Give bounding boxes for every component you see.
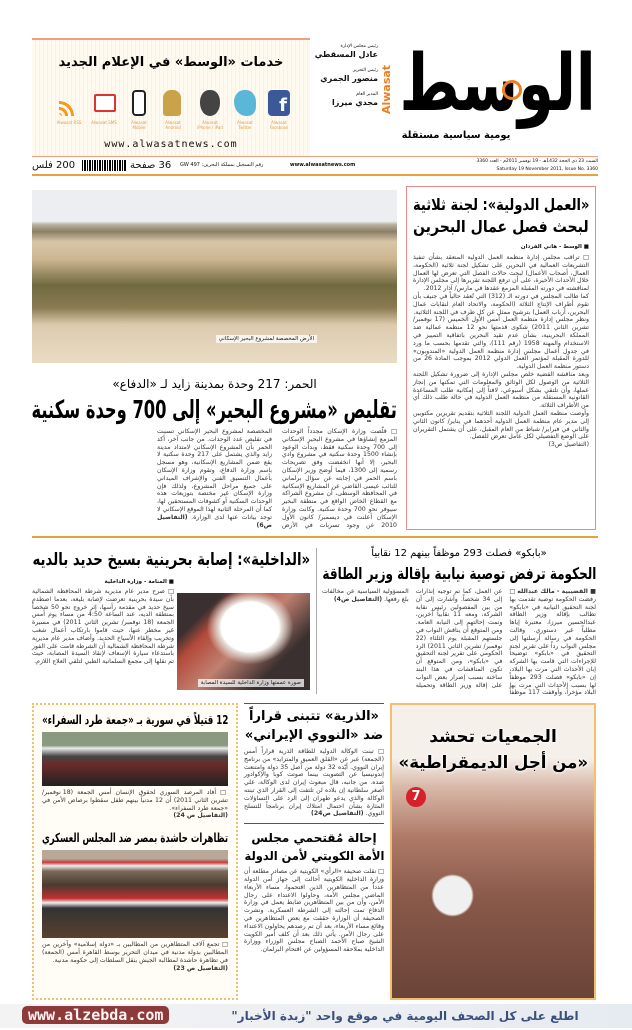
barcode	[82, 160, 126, 171]
services-ad	[32, 38, 310, 156]
syria-headline[interactable]: 12 قتيلاً في سورية بـ «جمعة طرد السفراء»	[41, 711, 229, 727]
details-link[interactable]: (التفاصيل ص24)	[311, 810, 364, 818]
egypt-protest-photo	[42, 850, 228, 938]
editor-role: رئيس مجلس الإدارة	[340, 44, 378, 49]
byline: ■ المنامة - وزارة الداخلية	[104, 579, 174, 585]
societies-headline[interactable]: «من أجل الديمقراطية»	[398, 753, 588, 773]
service-label: Alwasat Android	[165, 120, 181, 130]
iaea-headline[interactable]: «الذرية» تتبنى قراراً	[249, 709, 379, 724]
editor-role: المدير العام	[356, 92, 378, 97]
syria-protest-photo	[42, 732, 228, 786]
interior-body: □ صرح مدير عام مديرية شرطة المحافظة الشمالية بأن سيدة بحرينية تعرضت لإصابة بليغة، بعدما اصطدم سيخ حديد في مقدمة رأسها، إثر خروج نحو 50 شخصاً بمنطقة الديه، عند الساعة 4:50 من مساء يوم أمس الجمعة (18 نوفمبر/ تشرين الثاني 2011) في مسيرة غير مخطر عنها، حيث قاموا بارتكاب أعمال شغب وتخريب وإلقاء الأسياخ الحديد. وأضاف مدير عام مديرية شرطة المحافظة الشمالية أن الشرطة قامت على الفور باستدعاء سيارة الإسعاف لإنقاذ السيدة المصابة، حيث تم نقلها إلى مجمع السلمانية الطبي لتلقي العلاج اللازم.	[32, 588, 174, 666]
editor-role: رئيس التحرير	[352, 68, 378, 73]
photo-caption: الأرض المخصصة لمشروع البحير الإسكاني	[216, 335, 317, 343]
info-bar	[32, 156, 598, 176]
logo	[380, 39, 598, 152]
kuwait-body: □ نقلت صحيفة «الرأي» الكويتية عن مصادر مطلعة أن وزارة الداخلية الكويتية أحالت إلى جهاز أمن الدولة عدداً من المتظاهرين الذين اقتحموا، مساء الأربعاء الماضي مجلس الأمة، وحاولوا الاعتداء على رجال الأمن، وأن من بين المتظاهرين ضابط يعمل في وزارة الدفاع تمت إحالته إلى الشرطة العسكرية. ونشرت الصحيفة أن الوزارة حققت مع بعض المتظاهرين في وقائع مساء الأربعاء، بعد أن تم رصدهم يحاولون الاعتداء على رجال الأمن. يأتي ذلك بعد أن كلف أمير الكويت الشيخ صباح الأحمد الصباح مجلس الوزراء ووزارة الداخلية بملاحقة المسؤولين عن اقتحام البرلمان.	[244, 868, 384, 954]
divider	[244, 703, 384, 704]
interior-headline[interactable]: «الداخلية»: إصابة بحرينية بسيخ حديد بالديه	[32, 550, 310, 570]
twitter-icon[interactable]	[234, 90, 256, 116]
price: 200 فلس	[32, 160, 76, 171]
land-photo	[32, 190, 397, 363]
date-arabic: السبت 23 ذي الحجة 1432هـ - 19 نوفمبر 2011م - العدد 3360	[476, 159, 598, 164]
ilo-headline[interactable]: لبحث فصل عمال البحرين	[413, 216, 589, 236]
bapco-body: ■ القضيبية - مالك عبدالله □ رفضت الحكومة توصية تقدمت بها لجنة التحقيق النيابية في «بابكو» تطالب بإقالة وزير الطاقة عبدالحسين ميرزا، معتبرة إياها مطلباً غير دستوري. وقالت الحكومة في رسالة أرسلتها إلى مجلس النواب رداً على تقرير لجنة التحقيق في «بابكو» توضيحاً للإجراءات التي قامت بها الشركة إبان الأحداث التي مرت بها البلاد، إن «بابكو» فصلت 293 موظفاً لها بسبب الأحداث التي مرت بها البلاد مؤخراً، وأوقفت 117 موظفاً عن العمل، كما تم توجيه إنذارات إلى 34 شخصاً. وأشارت إلى أن من بين المفصولين رئيس نقابة الشركة، ومعه 11 نقابياً آخرين، وتمت إحالتهم إلى النيابة العامة. ومن المتوقع أن يناقش النواب في جلستهم المقبلة يوم الثلثاء (22 نوفمبر/ تشرين الثاني 2011) الرد الحكومي على تقرير لجنة التحقيق في «بابكو»، ومن المتوقع أن تكون المناقشات في هذا البند ساخنة بسبب إصرار بعض النواب على إقالة وزير الطاقة وتحميله المسؤولية السياسية عن مخالفات بلغ رفعها. (التفاصيل ص4)	[322, 588, 596, 697]
divider	[316, 548, 317, 694]
kuwait-headline[interactable]: إحالة مُقتحمي مجلس	[251, 831, 377, 846]
page-badge: 7	[406, 787, 426, 807]
footer-url-link[interactable]: www.alzebda.com	[22, 1006, 169, 1024]
apple-icon[interactable]	[200, 90, 220, 116]
byline: ■ الوسط - هاني الفردان	[520, 244, 589, 250]
email-icon[interactable]	[94, 94, 116, 112]
details-link[interactable]: (التفاصيل ص6)	[157, 513, 272, 529]
housing-headline[interactable]: تقليص «مشروع البحير» إلى 700 وحدة سكنية	[31, 394, 398, 424]
divider	[244, 823, 384, 824]
android-icon[interactable]	[163, 90, 181, 116]
injured-woman-photo	[177, 593, 310, 690]
details-link[interactable]: (التفاصيل ص 23)	[173, 964, 228, 972]
facebook-icon[interactable]: f	[268, 90, 290, 116]
ilo-headline[interactable]: «العمل الدولية»: لجنة ثلاثية	[412, 194, 590, 214]
middle-column	[244, 703, 384, 1000]
bapco-subhead: «بابكو» فصلت 293 موظفاً بينهم 12 نقابياً	[371, 547, 547, 559]
details-link[interactable]: (التفاصيل ص3)	[548, 441, 589, 449]
iaea-headline[interactable]: ضد «النووي الإيراني»	[244, 728, 384, 743]
arab-news-box	[32, 703, 238, 1000]
rss-icon[interactable]	[59, 90, 79, 116]
egypt-headline[interactable]: تظاهرات حاشدة بمصر ضد المجلس العسكري	[41, 829, 229, 845]
footer-banner	[0, 1004, 632, 1028]
footer-slogan: اطلع على كل الصحف اليومية في موقع واحد "زبدة الأخبار"	[231, 1009, 579, 1023]
societies-headline[interactable]: الجمعيات تحشد	[429, 727, 557, 747]
ilo-story	[406, 186, 596, 530]
details-link[interactable]: (التفاصيل ص 24)	[173, 812, 228, 820]
globe-icon	[502, 80, 522, 100]
details-link[interactable]: (التفاصيل ص4)	[333, 595, 383, 603]
egypt-caption: □ تجمع آلاف المتظاهرين من المطالبين بـ «دولة إسلامية» وآخرين من المطالبين بدولة مدنية في ميدان التحرير بوسط القاهرة أمس (الجمعة) في تظاهرة حاشدة لمطالبة الجيش بنقل السلطات إلى حكومة مدنية.	[42, 941, 228, 964]
editor-name: منصور الجمري	[320, 74, 378, 83]
service-label: Alwasat Mobile	[131, 120, 147, 130]
page-count: 36 صفحة	[130, 160, 172, 171]
service-label: Alwasat iPhone / iPad	[197, 120, 223, 130]
service-label: Alwasat Facebook	[269, 120, 289, 130]
service-label: Alwasat SMS	[91, 120, 117, 125]
service-label: Alwasat Twitter	[237, 120, 253, 130]
registration-number: رقم التسجيل بمملكة البحرين: 497 GW	[180, 162, 264, 168]
divider	[32, 536, 598, 538]
editor-name: مجدي ميرزا	[332, 98, 378, 107]
iaea-body: □ تبنت الوكالة الدولية للطاقة الذرية قراراً أمس (الجمعة) عبر عن «القلق العميق والمتزايد» من برنامج إيران النووي. أيّده 32 دولة من أصل 35 دولة وامتنعت إندونيسيا عن التصويت بينما صوتت كوبا والإكوادور ضده. من جانبه، قال مبعوث إيران لدى الوكالة، علي أصغر سلطانية إن بلاده لن تلتفت إلى القرار الذي تبنته الوكالة والذي يدعو طهران إلى الرد على التساؤلات المثارة بشأن احتمال امتلاك إيران برنامجاً للتسلح النووي. (التفاصيل ص24)	[244, 748, 384, 818]
photo-caption: صورة عممتها وزارة الداخلية للسيدة المصابة	[198, 679, 304, 687]
societies-rally-photo	[390, 703, 596, 1000]
tagline: يومية سياسية مستقلة	[401, 129, 511, 141]
editor-name: عادل المسقطي	[314, 50, 378, 59]
logo-latin: Alwasat	[380, 64, 394, 114]
logo-text: الوسط	[399, 39, 597, 129]
ilo-body: □ تراقب مجلس إدارة منظمة العمل الدولية المنعقد بشأن تنفيذ التشريعات العمالية في البحرين على تشكيل لجنة ثلاثية (الحكومة، العمال، أصحاب الأعمال) لبحث حالات الفصل التي تعرض لها العمال خلال الأحداث الأخيرة، على أن ترفع اللجنة تقريرها إلى مجلس الإدارة لمناقشته في دورته المقبلة المزمع عقدها في مارس/ آذار 2012. كما طالب المجلس في دورته الـ (312) التي تُعقد حالياً في جنيف بأن تقوم أطراف الإنتاج الثلاثة (الحكومة، والاتحاد العام لنقابات عمال البحرين، أرباب العمل) بترشيح ممثل عن كل طرف في اللجنة الثلاثية. ونظر مجلس إدارة منظمة العمل أمس الأول الخميس (17 نوفمبر/ تشرين الثاني 2011) شكوى قدمتها نحو 12 منظمة عمالية ضد المملكة البحرينية، بشأن عدم تقيد البحرين باتفاقية التمييز في الاستخدام والمهنة 1958 (رقم 111)، والتي تقدمها بحسب ما ورد في جدول أعمال مجلس إدارة منظمة العمل الدولية «المندوبون» للدورة المقبلة لمؤتمر العمل الدولي 2012 بموجب المادة 26 من دستور منظمة العمل الدولية. وبعد مناقشة القضية خلص مجلس الإدارة إلى ضرورة تشكيل اللجنة الثلاثية من الوصول لكل الوثائق والمعلومات التي تمكنها من إنجاز عملها، وأن تلتقي بشكل أسبوعي، لافتاً إلى إمكانية طلب المساعدة القانونية المستقلة من منظمة العمل الدولية في حالة طلب ذلك أي من الأطراف الثلاثة. وأوصت منظمة العمل الدولية اللجنة الثلاثية بتقديم تقريرين مكتوبين إلى مدير عام منظمة العمل الدولية أحدهما في يناير/ كانون الثاني والثاني في فبراير/ شباط من العام المقبل، على أن يشتمل التقريران على الوضع التفصيلي لكل عامل تعرض للفصل. (التفاصيل ص3)	[413, 254, 590, 449]
date-english: Saturday 19 November 2011, Issue No. 3360	[496, 167, 598, 172]
ad-title: خدمات «الوسط» في الإعلام الجديد	[58, 54, 284, 70]
housing-body: □ قلّصت وزارة الإسكان مجدداً الوحدات المزمع إنشاؤها في مشروع البحير الإسكاني إلى 700 وحدة سكنية فقط، وبدأت الوعود بإنشاء 1500 وحدة سكنية في مشروع وادي البحير، إلا أنها انخفضت وفق تصريحات رسمية إلى 1300، فيما أوضح وزير الإسكان باسم الحمر في إجابته عن سؤال برلماني للنائب عيسى القاضي عن المشاريع الإسكانية في المحافظة الوسطى، أن مشروع الشراكة مع القطاع الخاص الواقع في منطقة البحير سيوفر نحو 700 وحدة سكنية. وكانت وزارة الإسكان أعلنت في ديسمبر/ كانون الأول 2010 عن وجود تسربات في الأرض المخصصة لمشروع البحير الإسكاني تسببت في تقليص عدد الوحدات. من جانب آخر، أكد الحمر بأن المشروع الإسكاني لامتداد مدينة زايد والذي يشتمل على 217 وحدة سكنية لا يقع ضمن المشاريع الإسكانية، وهو مسجل باسم وزارة الدفاع، وتقوم وزارة الإسكان بأعمال التنسيق الفني والإشراف الميداني على جميع مراحل المشروع، ولذلك فإن وزارة الإسكان غير مختصة بتوزيعات هذه الوحدات السكنية أو كشوفات المستحقين لها، كما أن المرحلة الثانية لهذا الموقع الإسكاني لا توجد بيانات عنها لدى الوزارة. (التفاصيل ص6)	[157, 428, 397, 529]
bapco-headline[interactable]: الحكومة ترفض توصية نيابية بإقالة وزير الطاقة	[322, 563, 596, 583]
ad-website-link[interactable]: www.alwasatnews.com	[104, 139, 238, 150]
website-link[interactable]: www.alwasatnews.com	[290, 162, 356, 168]
kuwait-headline[interactable]: الأمة الكويتي لأمن الدولة	[244, 849, 384, 864]
mobile-icon[interactable]	[132, 90, 146, 116]
service-label: Alwasat RSS	[56, 120, 82, 125]
housing-subhead: الحمر: 217 وحدة بمدينة زايد لـ «الدفاع»	[112, 377, 317, 391]
editors-list	[312, 44, 378, 108]
syria-caption: □ أفاد المرصد السوري لحقوق الإنسان أمس الجمعة (18 نوفمبر/ تشرين الثاني 2011) أن 12 مدنياً بينهم طفل سقطوا برصاص الأمن في «جمعة طرد السفراء».	[42, 789, 228, 812]
